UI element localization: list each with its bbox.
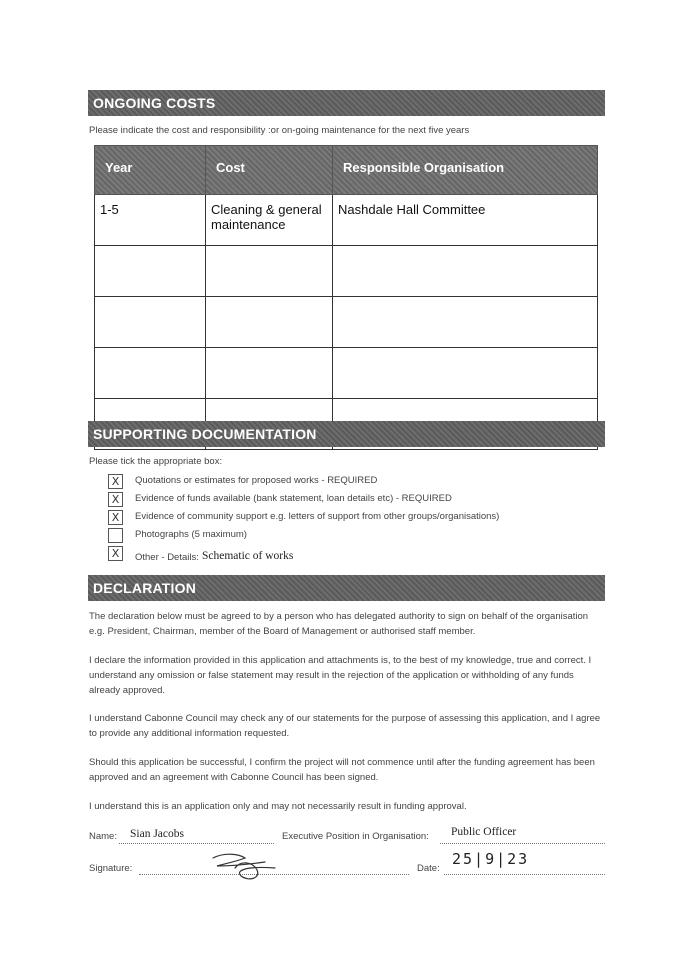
cost-cell xyxy=(206,297,333,348)
checkbox-label-community-support: Evidence of community support e.g. letters of support from other groups/organisations) xyxy=(135,511,500,522)
cost-cell xyxy=(206,348,333,399)
position-label: Executive Position in Organisation: xyxy=(282,831,429,842)
organisation-cell: Nashdale Hall Committee xyxy=(333,195,598,246)
declaration-paragraph-1: The declaration below must be agreed to by a person who has delegated authority to sign on behalf of the organisation e.g. President, Chairman, member of the Board of Management or authorised staff member. xyxy=(89,611,589,637)
declaration-heading: DECLARATION xyxy=(88,575,605,601)
declaration-paragraph-5: I understand this is an application only and may not necessarily result in funding approval. xyxy=(89,801,467,812)
signature-scribble[interactable] xyxy=(205,848,285,882)
column-header-organisation: Responsible Organisation xyxy=(333,146,598,195)
checkbox-quotations[interactable]: X xyxy=(108,474,123,489)
table-row xyxy=(95,246,598,297)
year-cell xyxy=(95,246,206,297)
year-cell xyxy=(95,348,206,399)
ongoing-costs-table xyxy=(94,145,598,450)
checkbox-label-photographs: Photographs (5 maximum) xyxy=(135,529,247,540)
table-row xyxy=(95,195,598,246)
checkbox-label-other: Other - Details: xyxy=(135,552,199,563)
organisation-cell xyxy=(333,348,598,399)
checkbox-photographs[interactable] xyxy=(108,528,123,543)
checkbox-label-quotations: Quotations or estimates for proposed works - REQUIRED xyxy=(135,475,378,486)
checkbox-other[interactable]: X xyxy=(108,546,123,561)
position-value[interactable]: Public Officer xyxy=(451,826,517,838)
cost-cell: Cleaning & general maintenance xyxy=(206,195,333,246)
declaration-paragraph-3: I understand Cabonne Council may check any of our statements for the purpose of assessing this application, and I agree to provide any additional information requested. xyxy=(89,713,601,739)
position-field-line xyxy=(440,843,605,844)
year-cell xyxy=(95,297,206,348)
checkbox-community-support[interactable]: X xyxy=(108,510,123,525)
name-field-line xyxy=(119,843,274,844)
date-value[interactable]: 25|9|23 xyxy=(452,850,530,868)
cost-cell xyxy=(206,246,333,297)
table-row xyxy=(95,348,598,399)
signature-label: Signature: xyxy=(89,863,133,874)
organisation-cell xyxy=(333,297,598,348)
checkbox-row-other xyxy=(108,548,408,564)
checkbox-label-funds: Evidence of funds available (bank statement, loan details etc) - REQUIRED xyxy=(135,493,452,504)
supporting-documentation-heading: SUPPORTING DOCUMENTATION xyxy=(88,421,605,447)
other-details-value: Schematic of works xyxy=(202,550,294,562)
organisation-cell xyxy=(333,246,598,297)
checkbox-funds[interactable]: X xyxy=(108,492,123,507)
table-header-row xyxy=(95,146,598,195)
column-header-cost: Cost xyxy=(206,146,333,195)
date-field-line xyxy=(444,874,605,875)
name-value[interactable]: Sian Jacobs xyxy=(130,828,184,840)
date-label: Date: xyxy=(417,863,440,874)
declaration-paragraph-4: Should this application be successful, I confirm the project will not commence until after the funding agreement has been approved and an agreement with Cabonne Council has been signed. xyxy=(89,757,595,783)
column-header-year: Year xyxy=(95,146,206,195)
declaration-paragraph-2: I declare the information provided in this application and attachments is, to the best of my knowledge, true and correct. I understand any omission or false statement may result in the rejection of the application or withholding of any funds already approved. xyxy=(89,655,592,696)
table-row xyxy=(95,297,598,348)
supporting-documentation-instruction: Please tick the appropriate box: xyxy=(89,456,223,467)
name-label: Name: xyxy=(89,831,117,842)
ongoing-costs-instruction: Please indicate the cost and responsibility :or on-going maintenance for the next five years xyxy=(89,125,470,136)
year-cell: 1-5 xyxy=(95,195,206,246)
ongoing-costs-heading: ONGOING COSTS xyxy=(88,90,605,116)
